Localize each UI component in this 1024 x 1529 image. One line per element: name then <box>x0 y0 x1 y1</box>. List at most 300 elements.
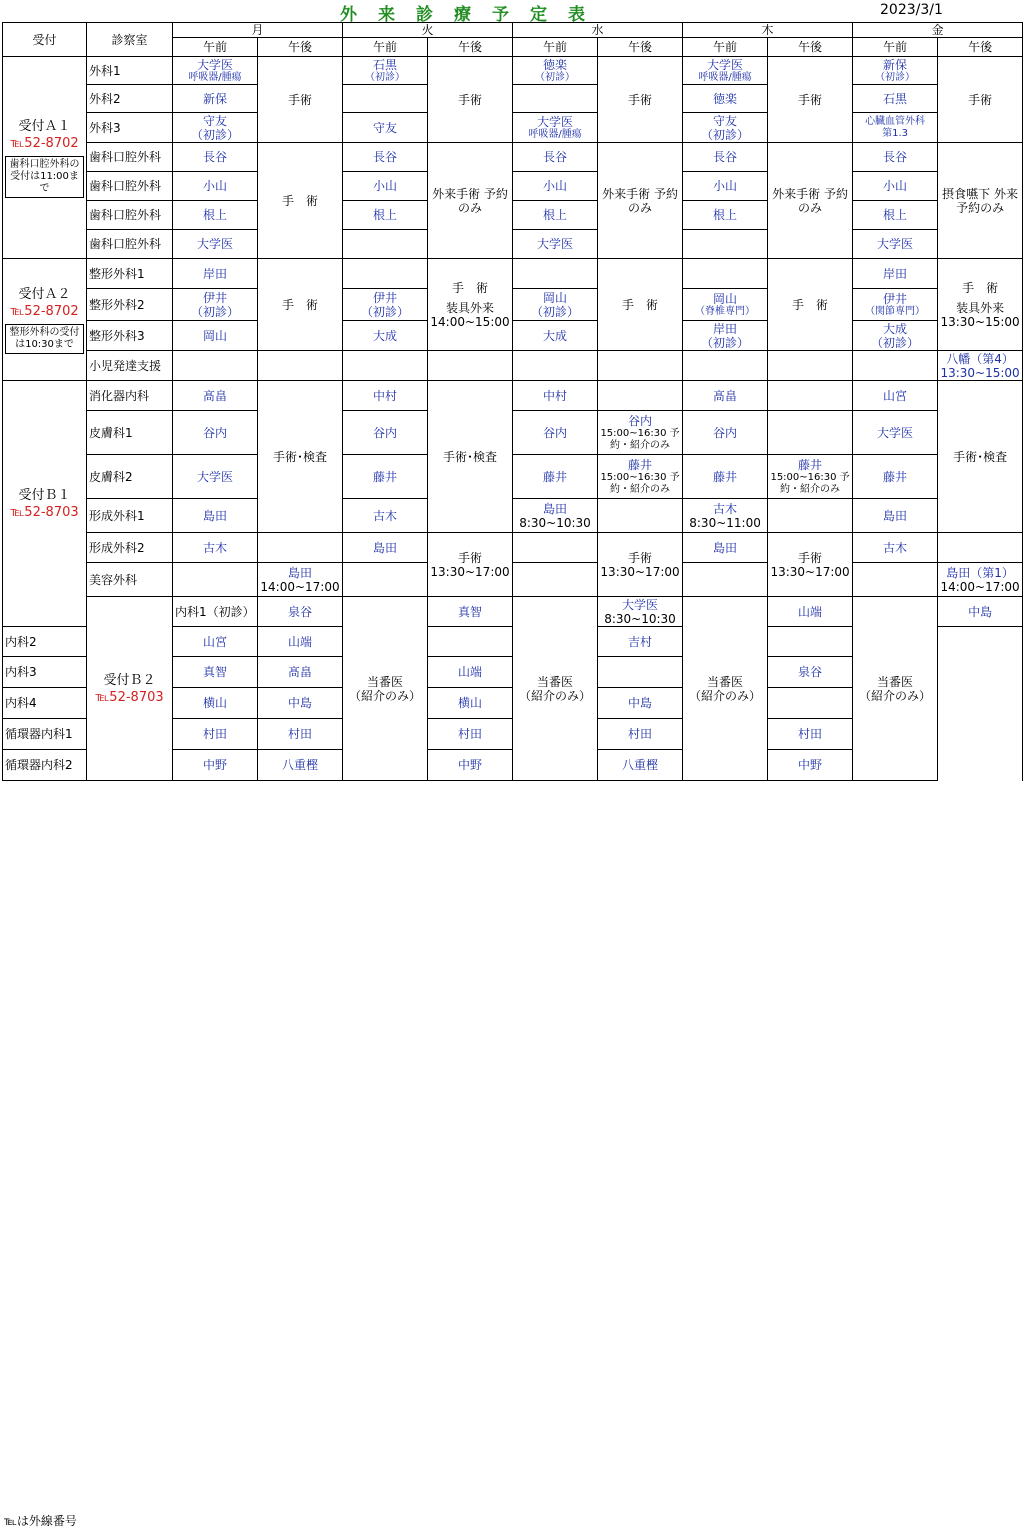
table-row <box>3 57 1023 85</box>
day-tue: 火 <box>343 23 513 38</box>
doctor: 吉村 <box>598 627 683 657</box>
cell <box>343 289 428 321</box>
reception-label: 受付Ｂ１ <box>18 487 71 503</box>
cell <box>853 289 938 321</box>
reception-header: 受付 <box>3 23 87 57</box>
table-row <box>3 351 1023 381</box>
doctor: 大学医 <box>196 57 233 72</box>
reception-a2 <box>3 259 87 381</box>
note: （関節専門） <box>865 305 926 317</box>
note: （初診） <box>875 71 916 83</box>
doctor: 中島 <box>598 688 683 719</box>
table-row <box>3 533 1023 563</box>
merged-cell: 手術 <box>938 57 1023 143</box>
doctor: 横山 <box>173 688 258 719</box>
day-fri: 金 <box>853 23 1023 38</box>
doctor: 八幡（第4） <box>946 351 1014 366</box>
cell <box>598 411 683 455</box>
merged-cell: 摂食嚥下 外来 予約のみ <box>938 143 1023 259</box>
doctor: 小山 <box>513 172 598 201</box>
am-header: 午前 <box>343 38 428 57</box>
doctor: 大学医 <box>513 230 598 259</box>
orthotics-label: 装具外来 <box>446 300 495 315</box>
doctor: 藤井 <box>853 455 938 499</box>
am-header: 午前 <box>173 38 258 57</box>
on-call-note: （紹介のみ） <box>689 688 762 703</box>
doctor: 髙畠 <box>173 381 258 411</box>
doctor: 村田 <box>173 719 258 750</box>
table-row <box>3 259 1023 289</box>
note: 15:00~16:30 予約・紹介のみ <box>600 471 680 495</box>
cell <box>683 499 768 533</box>
room-label: 形成外科1 <box>87 499 173 533</box>
merged-cell: 手術 <box>598 57 683 143</box>
cell <box>173 289 258 321</box>
doctor: 小山 <box>853 172 938 201</box>
doctor: 大学医 <box>853 230 938 259</box>
note: 14:00~17:00 <box>260 579 340 594</box>
orthotics-time: 13:30~15:00 <box>940 314 1020 329</box>
note: （初診） <box>365 71 406 83</box>
table-row <box>3 113 1023 143</box>
doctor: 小山 <box>683 172 768 201</box>
empty-cell <box>853 351 938 381</box>
doctor: 石黒 <box>853 85 938 113</box>
merged-cell: 手術･検査 <box>428 381 513 533</box>
merged-cell: 手 術 <box>258 259 343 351</box>
empty-cell <box>513 351 598 381</box>
reception-tel: ℡52-8702 <box>10 135 79 151</box>
doctor: 大学医 <box>707 57 744 72</box>
room-label: 歯科口腔外科 <box>87 230 173 259</box>
table-row <box>3 381 1023 411</box>
empty-cell <box>513 563 598 597</box>
cell <box>513 289 598 321</box>
footer-note: ℡は外線番号 <box>4 1514 77 1528</box>
merged-cell: 手 術 <box>598 259 683 351</box>
doctor: 根上 <box>513 201 598 230</box>
doctor: 谷内 <box>628 413 653 428</box>
merged-cell: 手 術 <box>258 143 343 259</box>
doctor: 長谷 <box>343 143 428 172</box>
doctor: 村田 <box>598 719 683 750</box>
merged-cell <box>513 597 598 781</box>
reception-label: 受付Ａ１ <box>18 118 71 134</box>
reception-b2 <box>87 597 173 781</box>
schedule-date: 2023/3/1 <box>880 2 943 18</box>
doctor: 島田 <box>543 501 568 516</box>
empty-cell <box>343 351 428 381</box>
reception-tel: ℡52-8702 <box>10 303 79 319</box>
note: （初診） <box>871 335 920 350</box>
room-label: 外科3 <box>87 113 173 143</box>
doctor: 古木 <box>173 533 258 563</box>
room-label: 循環器内科1 <box>3 719 87 750</box>
merged-cell <box>343 597 428 781</box>
room-label: 外科1 <box>87 57 173 85</box>
doctor: 石黒 <box>373 57 398 72</box>
doctor: 大成 <box>513 321 598 351</box>
doctor: 泉谷 <box>768 657 853 688</box>
doctor: 徳楽 <box>543 57 568 72</box>
cell <box>173 57 258 85</box>
doctor: 大成 <box>883 321 908 336</box>
table-row <box>3 172 1023 201</box>
on-call-note: （紹介のみ） <box>349 688 422 703</box>
note: （初診） <box>531 304 580 319</box>
doctor: 山端 <box>428 657 513 688</box>
surgery-time: 13:30~17:00 <box>600 564 680 579</box>
empty-cell <box>768 351 853 381</box>
empty-cell <box>683 259 768 289</box>
table-row <box>3 597 1023 627</box>
empty-cell <box>598 499 683 533</box>
doctor: 長谷 <box>853 143 938 172</box>
surgery-label: 手 術 <box>962 280 999 295</box>
merged-cell <box>938 259 1023 351</box>
doctor: 谷内 <box>173 411 258 455</box>
doctor: 島田 <box>683 533 768 563</box>
doctor: 八重樫 <box>258 750 343 781</box>
reception-tel: ℡52-8703 <box>10 504 79 520</box>
doctor: 八重樫 <box>598 750 683 781</box>
empty-cell <box>768 627 853 657</box>
doctor: 大学医 <box>622 597 659 612</box>
surgery-label: 手術 <box>798 550 823 565</box>
doctor: 島田（第1） <box>946 565 1014 580</box>
room-label: 小児発達支援 <box>87 351 173 381</box>
reception-tel: ℡52-8703 <box>95 689 164 705</box>
doctor: 根上 <box>343 201 428 230</box>
empty-cell <box>513 85 598 113</box>
note: （初診） <box>361 304 410 319</box>
doctor: 根上 <box>173 201 258 230</box>
doctor: 島田 <box>173 499 258 533</box>
doctor: 髙畠 <box>258 657 343 688</box>
am-header: 午前 <box>683 38 768 57</box>
cell <box>343 57 428 85</box>
reception-label: 受付Ｂ２ <box>103 672 156 688</box>
room-label: 内科4 <box>3 688 87 719</box>
room-label: 歯科口腔外科 <box>87 143 173 172</box>
reception-note: 整形外科の受付は10:30まで <box>5 324 84 354</box>
doctor: 谷内 <box>683 411 768 455</box>
note: 呼吸器/腫瘍 <box>528 128 582 140</box>
empty-cell <box>343 563 428 597</box>
room-label: 消化器内科 <box>87 381 173 411</box>
empty-cell <box>768 411 853 455</box>
reception-b1 <box>3 381 87 627</box>
cell <box>598 597 683 627</box>
cell <box>513 57 598 85</box>
empty-cell <box>853 563 938 597</box>
on-call-note: （紹介のみ） <box>859 688 932 703</box>
doctor: 大学医 <box>173 230 258 259</box>
cell <box>258 563 343 597</box>
empty-cell <box>343 230 428 259</box>
note: （初診） <box>701 335 750 350</box>
empty-cell <box>343 259 428 289</box>
am-header: 午前 <box>853 38 938 57</box>
doctor: 古木 <box>713 501 738 516</box>
empty-cell <box>258 351 343 381</box>
reception-label: 受付Ａ２ <box>18 286 71 302</box>
table-row <box>3 411 1023 455</box>
empty-cell <box>428 351 513 381</box>
day-mon: 月 <box>173 23 343 38</box>
note: 第1.3 <box>882 127 909 139</box>
doctor: 藤井 <box>798 457 823 472</box>
doctor: 横山 <box>428 688 513 719</box>
pm-header: 午後 <box>428 38 513 57</box>
doctor: 村田 <box>428 719 513 750</box>
note: 8:30~10:30 <box>519 515 591 530</box>
on-call-label: 当番医 <box>367 674 404 689</box>
cell <box>938 351 1023 381</box>
empty-cell <box>683 563 768 597</box>
doctor: 岡山 <box>173 321 258 351</box>
note: 14:00~17:00 <box>940 579 1020 594</box>
surgery-label: 手 術 <box>452 280 489 295</box>
reception-note: 歯科口腔外科の受付は11:00まで <box>5 156 84 198</box>
note: 13:30~15:00 <box>940 365 1020 380</box>
schedule-table <box>2 22 1023 781</box>
doctor: 古木 <box>853 533 938 563</box>
doctor: 大成 <box>343 321 428 351</box>
note: 8:30~10:30 <box>604 611 676 626</box>
doctor: 中村 <box>513 381 598 411</box>
orthotics-label: 装具外来 <box>956 300 1005 315</box>
merged-cell: 手術 <box>258 57 343 143</box>
note: （初診） <box>190 304 239 319</box>
doctor: 小山 <box>173 172 258 201</box>
doctor: 根上 <box>853 201 938 230</box>
merged-cell: 手術 <box>428 57 513 143</box>
empty-cell <box>513 259 598 289</box>
doctor: 山端 <box>768 597 853 627</box>
merged-cell <box>683 597 768 781</box>
doctor: 徳楽 <box>683 85 768 113</box>
note: 呼吸器/腫瘍 <box>698 71 752 83</box>
doctor: 岸田 <box>173 259 258 289</box>
doctor: 山宮 <box>173 627 258 657</box>
pm-header: 午後 <box>938 38 1023 57</box>
note: 15:00~16:30 予約・紹介のみ <box>600 427 680 451</box>
doctor: 大学医 <box>537 114 574 129</box>
cell <box>683 57 768 85</box>
doctor: 真智 <box>428 597 513 627</box>
room-label: 内科3 <box>3 657 87 688</box>
doctor: 藤井 <box>628 457 653 472</box>
empty-cell <box>428 627 513 657</box>
doctor: 守友 <box>202 113 227 128</box>
table-row <box>3 201 1023 230</box>
cell <box>768 455 853 499</box>
doctor: 谷内 <box>513 411 598 455</box>
doctor: 小山 <box>343 172 428 201</box>
room-label: 内科2 <box>3 627 87 657</box>
note: （脊椎専門） <box>695 305 756 317</box>
empty-cell <box>768 688 853 719</box>
empty-cell <box>683 230 768 259</box>
note: 呼吸器/腫瘍 <box>188 71 242 83</box>
cell <box>683 289 768 321</box>
empty-cell <box>173 563 258 597</box>
table-row <box>3 85 1023 113</box>
merged-cell: 外来手術 予約のみ <box>428 143 513 259</box>
merged-cell: 外来手術 予約のみ <box>598 143 683 259</box>
doctor: 中島 <box>258 688 343 719</box>
doctor: 藤井 <box>343 455 428 499</box>
empty-cell <box>938 533 1023 563</box>
merged-cell <box>598 533 683 597</box>
table-row <box>3 499 1023 533</box>
empty-cell <box>598 657 683 688</box>
page-title: 外来診療予定表 <box>340 5 606 25</box>
header <box>0 0 1024 25</box>
merged-cell: 手術･検査 <box>258 381 343 533</box>
doctor: 山端 <box>258 627 343 657</box>
table-row <box>3 230 1023 259</box>
doctor: 中村 <box>343 381 428 411</box>
room-label: 皮膚科2 <box>87 455 173 499</box>
merged-cell <box>853 597 938 781</box>
merged-cell: 手術 <box>768 57 853 143</box>
empty-cell <box>258 533 343 563</box>
cell <box>853 113 938 143</box>
empty-cell <box>173 351 258 381</box>
room-label: 整形外科1 <box>87 259 173 289</box>
on-call-label: 当番医 <box>877 674 914 689</box>
cell <box>598 455 683 499</box>
note: （初診） <box>190 127 239 142</box>
note: 8:30~11:00 <box>689 515 761 530</box>
orthotics-time: 14:00~15:00 <box>430 314 510 329</box>
on-call-label: 当番医 <box>707 674 744 689</box>
merged-cell <box>768 533 853 597</box>
table-row <box>3 455 1023 499</box>
doctor: 髙畠 <box>683 381 768 411</box>
doctor: 島田 <box>853 499 938 533</box>
room-label: 内科1（初診） <box>173 597 258 627</box>
note: 15:00~16:30 予約・紹介のみ <box>770 471 850 495</box>
day-wed: 水 <box>513 23 683 38</box>
empty-cell <box>513 533 598 563</box>
surgery-time: 13:30~17:00 <box>430 564 510 579</box>
merged-cell: 手 術 <box>768 259 853 351</box>
doctor: 真智 <box>173 657 258 688</box>
doctor: 中島 <box>938 597 1023 627</box>
cell <box>853 321 938 351</box>
doctor: 大学医 <box>173 455 258 499</box>
on-call-label: 当番医 <box>537 674 574 689</box>
doctor: 藤井 <box>683 455 768 499</box>
am-header: 午前 <box>513 38 598 57</box>
cell <box>513 113 598 143</box>
day-thu: 木 <box>683 23 853 38</box>
doctor: 岡山 <box>713 291 738 306</box>
doctor: 村田 <box>258 719 343 750</box>
doctor: 長谷 <box>173 143 258 172</box>
empty-cell <box>343 85 428 113</box>
cell <box>683 321 768 351</box>
doctor: 大学医 <box>853 411 938 455</box>
doctor: 根上 <box>683 201 768 230</box>
room-label: 整形外科2 <box>87 289 173 321</box>
empty-cell <box>768 381 853 411</box>
doctor: 心臓血管外科 <box>865 115 926 127</box>
doctor: 伊井 <box>373 290 398 305</box>
empty-cell <box>683 351 768 381</box>
room-label: 美容外科 <box>87 563 173 597</box>
cell <box>513 499 598 533</box>
doctor: 岸田 <box>713 321 738 336</box>
cell <box>853 57 938 85</box>
room-label: 歯科口腔外科 <box>87 172 173 201</box>
doctor: 藤井 <box>513 455 598 499</box>
doctor: 中野 <box>173 750 258 781</box>
room-header: 診察室 <box>87 23 173 57</box>
doctor: 守友 <box>713 113 738 128</box>
doctor: 守友 <box>343 113 428 143</box>
room-label: 循環器内科2 <box>3 750 87 781</box>
doctor: 古木 <box>343 499 428 533</box>
merged-cell: 手術･検査 <box>938 381 1023 533</box>
room-label: 整形外科3 <box>87 321 173 351</box>
surgery-label: 手術 <box>628 550 653 565</box>
empty-cell <box>598 381 683 411</box>
note: （初診） <box>701 127 750 142</box>
doctor: 谷内 <box>343 411 428 455</box>
room-label: 形成外科2 <box>87 533 173 563</box>
room-label: 歯科口腔外科 <box>87 201 173 230</box>
doctor: 長谷 <box>683 143 768 172</box>
room-label: 外科2 <box>87 85 173 113</box>
doctor: 中野 <box>768 750 853 781</box>
doctor: 岡山 <box>543 290 568 305</box>
cell <box>683 113 768 143</box>
doctor: 村田 <box>768 719 853 750</box>
doctor: 伊井 <box>202 290 227 305</box>
doctor: 中野 <box>428 750 513 781</box>
note: （初診） <box>535 71 576 83</box>
day-header-row <box>3 23 1023 38</box>
room-label: 皮膚科1 <box>87 411 173 455</box>
surgery-time: 13:30~17:00 <box>770 564 850 579</box>
pm-header: 午後 <box>598 38 683 57</box>
doctor: 伊井 <box>883 291 908 306</box>
merged-cell <box>428 259 513 351</box>
merged-cell: 外来手術 予約のみ <box>768 143 853 259</box>
merged-cell <box>428 533 513 597</box>
doctor: 新保 <box>173 85 258 113</box>
reception-a1 <box>3 57 87 259</box>
cell <box>938 563 1023 597</box>
doctor: 山宮 <box>853 381 938 411</box>
doctor: 島田 <box>288 565 313 580</box>
surgery-label: 手術 <box>458 550 483 565</box>
table-row <box>3 563 1023 597</box>
pm-header: 午後 <box>258 38 343 57</box>
doctor: 長谷 <box>513 143 598 172</box>
doctor: 新保 <box>883 57 908 72</box>
table-row <box>3 289 1023 321</box>
pm-header: 午後 <box>768 38 853 57</box>
empty-cell <box>598 351 683 381</box>
doctor: 泉谷 <box>258 597 343 627</box>
empty-cell <box>768 499 853 533</box>
doctor: 岸田 <box>853 259 938 289</box>
